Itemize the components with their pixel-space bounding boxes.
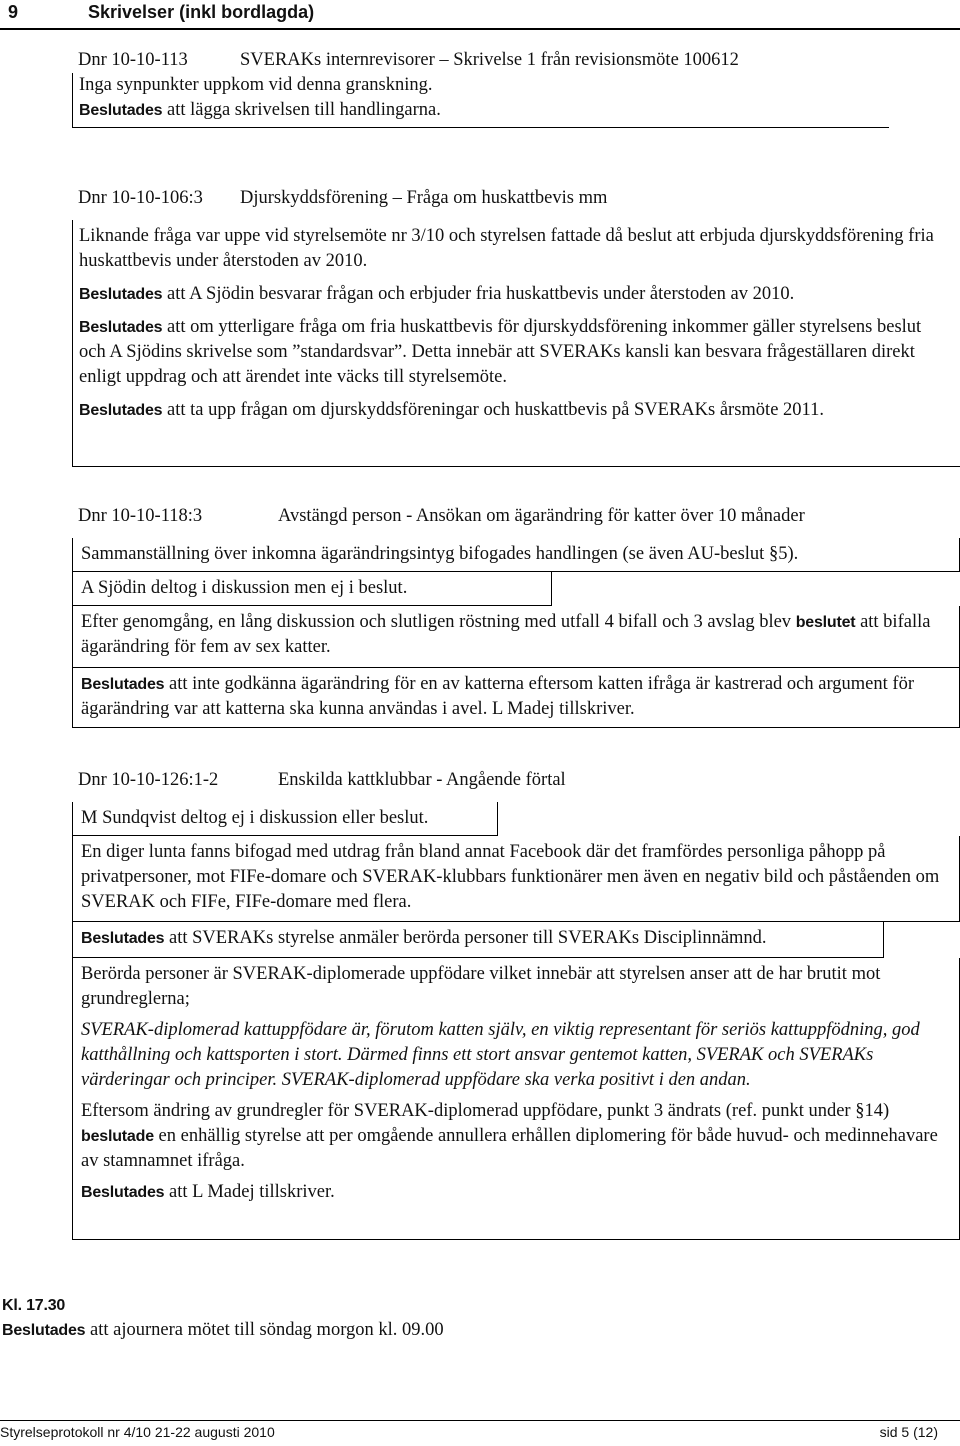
quoted-rule: SVERAK-diplomerad kattuppfödare är, förutom katten själv, en viktig representant för seriös kattuppfödning, god katthållning och kattsporten i stort. Därmed finns ett stort ansvar gentemot katten, SVERAK och SVERAKs värderingar och principer. SVERAK-diplomerad uppfödare ska verka positivt i den andan.: [81, 1020, 920, 1090]
item-title: Djurskyddsförening – Fråga om huskattbevis mm: [240, 188, 608, 208]
background-text: Liknande fråga var uppe vid styrelsemöte nr 3/10 och styrelsen fattade då beslut att erbjuda djurskyddsförening fria huskattbevis under återstoden av 2010.: [79, 226, 934, 271]
item-header: [72, 504, 960, 529]
closing-text: att ajournera mötet till söndag morgon kl. 09.00: [85, 1320, 444, 1340]
dnr-number: Dnr 10-10-113: [78, 50, 188, 70]
decision-entry: Beslutades att SVERAKs styrelse anmäler berörda personer till SVERAKs Disciplinnämnd.: [72, 922, 884, 958]
recusal-note: M Sundqvist deltog ej i diskussion eller beslut.: [72, 802, 498, 836]
page-number: sid 5 (12): [879, 1424, 938, 1440]
item-title: Enskilda kattklubbar - Angående förtal: [278, 770, 566, 790]
item-126: [72, 768, 960, 1202]
decision-label: Beslutades: [79, 102, 163, 119]
item-header: [72, 48, 960, 73]
decision-box: [72, 73, 889, 128]
decision-text-3: att ta upp frågan om djurskyddsföreningar och huskattbevis på SVERAKs årsmöte 2011.: [162, 400, 824, 420]
item-118: [72, 504, 960, 719]
decision-text-2: att om ytterligare fråga om fria huskattbevis för djurskyddsförening inkommer gäller styrelsens beslut och A Sjödins skrivelse som ”standardsvar”. Detta innebär att SVERAKs kansli kan besvara frågeställaren direkt enligt uppdrag och att ärendet inte väcks till styrelsemöte.: [79, 317, 922, 387]
decision-box: [72, 220, 960, 467]
decision-box: [72, 802, 960, 1240]
footer-rule: [0, 1420, 960, 1421]
closing-block: [2, 1293, 444, 1343]
decision-box: [72, 538, 960, 728]
decision-label: Beslutades: [79, 402, 163, 419]
decision-details: Berörda personer är SVERAK-diplomerade uppfödare vilket innebär att styrelsen anser att de har brutit mot grundreglerna; SVERAK-diplomerad kattuppfödare är, förutom katten själv, en viktig representant för seriös kattuppfödning, god katthållning och kattsporten i stort. Därmed finns ett stort ansvar gentemot katten, SVERAK och SVERAKs värderingar och principer. SVERAK-diplomerad uppfödare ska verka positivt i den andan. Eftersom ändring av grundregler för SVERAK-diplomerad uppfödare, punkt 3 ändrats (ref. punkt under §14) beslutade en enhällig styrelse att per omgående annullera erhållen diplomering för både huvud- och medinnehavare av stamnamnet ifråga. Beslutades att L Madej tillskriver.: [72, 958, 960, 1240]
item-title: Avstängd person - Ansökan om ägarändring för katter över 10 månader: [278, 506, 805, 526]
decision-text-1: att A Sjödin besvarar frågan och erbjuder fria huskattbevis under återstoden av 2010.: [162, 284, 795, 304]
dnr-number: Dnr 10-10-106:3: [78, 188, 203, 208]
vote-note: Efter genomgång, en lång diskussion och slutligen röstning med utfall 4 bifall och 3 avslag blev beslutet att bifalla ägarändring för fem av sex katter.: [72, 606, 960, 668]
dnr-number: Dnr 10-10-118:3: [78, 506, 203, 526]
dnr-number: Dnr 10-10-126:1-2: [78, 770, 219, 790]
recusal-note: A Sjödin deltog i diskussion men ej i beslut.: [72, 572, 552, 606]
section-heading: [0, 2, 900, 23]
background-text: En diger lunta fanns bifogad med utdrag från bland annat Facebook där det framfördes personliga påhopp på privatpersoner, mot FIFe-domare och SVERAK-klubbars funktionärer men även en negativ bild och påståenden om SVERAK och FIFe, FIFe-domare med flera.: [72, 836, 960, 922]
decision-entry: Beslutades att inte godkänna ägarändring för en av katterna eftersom katten ifråga är kastrerad och argument för ägarändring var att katterna ska kunna användas i avel. L Madej tillskriver.: [72, 668, 960, 728]
note-text: Inga synpunkter uppkom vid denna granskning.: [79, 75, 433, 95]
closing-time: Kl. 17.30: [2, 1297, 66, 1314]
section-number: 9: [8, 2, 19, 22]
item-106: [72, 186, 960, 420]
item-113: [72, 48, 960, 120]
item-header: [72, 186, 960, 211]
decision-text: att lägga skrivelsen till handlingarna.: [162, 100, 441, 120]
decision-label: Beslutades: [79, 286, 163, 303]
decision-label: Beslutades: [79, 319, 163, 336]
item-title: SVERAKs internrevisorer – Skrivelse 1 från revisionsmöte 100612: [240, 50, 739, 70]
heading-rule: [0, 28, 960, 30]
section-title: Skrivelser (inkl bordlagda): [88, 2, 315, 22]
decision-label: Beslutades: [2, 1322, 86, 1339]
footer-title: Styrelseprotokoll nr 4/10 21-22 augusti 2010: [0, 1424, 275, 1440]
attachment-note: Sammanställning över inkomna ägarändringsintyg bifogades handlingen (se även AU-beslut §5).: [72, 538, 960, 572]
item-header: [72, 768, 960, 793]
